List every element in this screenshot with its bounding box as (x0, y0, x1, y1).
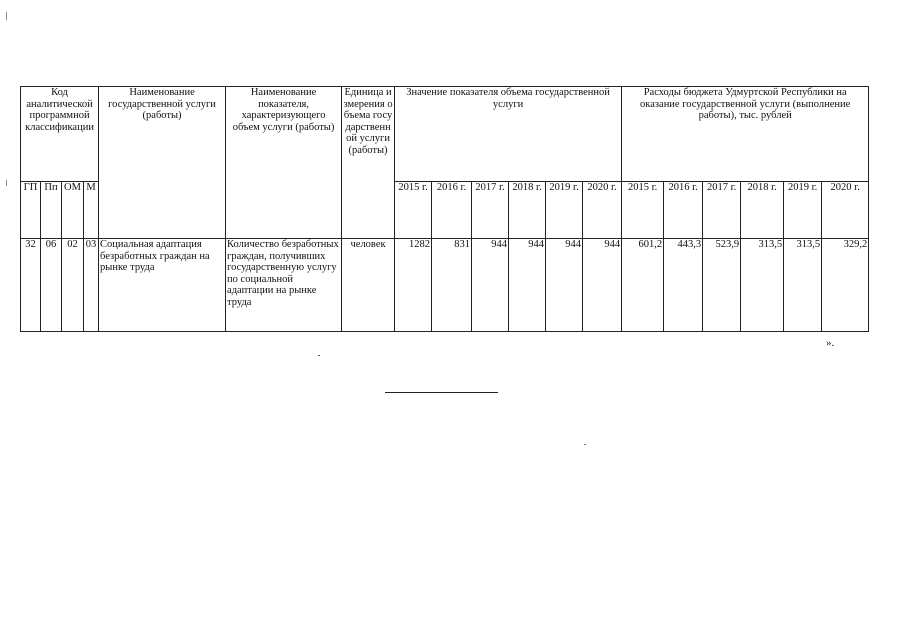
header-expense-year: 2018 г. (741, 182, 784, 239)
header-volume-year: 2016 г. (432, 182, 472, 239)
header-code-pp: Пп (41, 182, 62, 239)
header-volume-year: 2018 г. (509, 182, 546, 239)
header-code-group-text: Код аналитической программной классификации (25, 87, 94, 133)
cell-volume: 944 (546, 239, 583, 332)
cell-expense: 601,2 (622, 239, 664, 332)
header-expense-year: 2015 г. (622, 182, 664, 239)
cell-code-m: 03 (84, 239, 99, 332)
header-code-m: М (84, 182, 99, 239)
cell-volume: 944 (583, 239, 622, 332)
header-unit (342, 87, 395, 239)
cell-code-gp: 32 (21, 239, 41, 332)
header-volume-values-text: Значение показателя объема государственной услуги (406, 87, 610, 110)
header-unit-text: Единица измерения объема государственной услуги (работы) (343, 87, 393, 156)
header-code-gp: ГП (21, 182, 41, 239)
closing-quote-mark: ». (826, 337, 835, 349)
header-expense-year: 2020 г. (822, 182, 869, 239)
scan-margin-mark (6, 180, 7, 186)
cell-indicator: Количество безработных граждан, получивших государственную услугу по социальной адаптации на рынке труда (226, 239, 342, 332)
scan-speck (584, 444, 586, 445)
cell-volume: 944 (472, 239, 509, 332)
cell-code-om: 02 (62, 239, 84, 332)
end-divider-line (385, 392, 498, 393)
header-indicator-name (226, 87, 342, 239)
cell-expense: 313,5 (784, 239, 822, 332)
header-expense-year: 2017 г. (703, 182, 741, 239)
header-budget-expenses (622, 87, 869, 182)
scan-speck (318, 355, 320, 356)
table-row (21, 239, 869, 332)
header-volume-year: 2020 г. (583, 182, 622, 239)
budget-table (20, 86, 869, 332)
header-indicator-name-text: Наименование показателя, характеризующего объем услуги (работы) (232, 87, 335, 133)
cell-volume: 1282 (395, 239, 432, 332)
cell-expense: 313,5 (741, 239, 784, 332)
header-volume-year: 2017 г. (472, 182, 509, 239)
cell-code-pp: 06 (41, 239, 62, 332)
cell-unit: человек (342, 239, 395, 332)
cell-expense: 523,9 (703, 239, 741, 332)
header-service-name (99, 87, 226, 239)
cell-volume: 831 (432, 239, 472, 332)
header-volume-year: 2015 г. (395, 182, 432, 239)
cell-volume: 944 (509, 239, 546, 332)
scan-margin-mark (6, 12, 7, 20)
cell-expense: 329,2 (822, 239, 869, 332)
header-expense-year: 2016 г. (664, 182, 703, 239)
header-budget-expenses-text: Расходы бюджета Удмуртской Республики на оказание государственной услуги (выполнение работы), тыс. рублей (640, 87, 851, 121)
cell-service: Социальная адаптация безработных граждан на рынке труда (99, 239, 226, 332)
header-volume-year: 2019 г. (546, 182, 583, 239)
header-code-om: ОМ (62, 182, 84, 239)
header-code-group (21, 87, 99, 182)
header-expense-year: 2019 г. (784, 182, 822, 239)
header-service-name-text: Наименование государственной услуги (работы) (108, 87, 216, 121)
header-volume-values (395, 87, 622, 182)
cell-expense: 443,3 (664, 239, 703, 332)
